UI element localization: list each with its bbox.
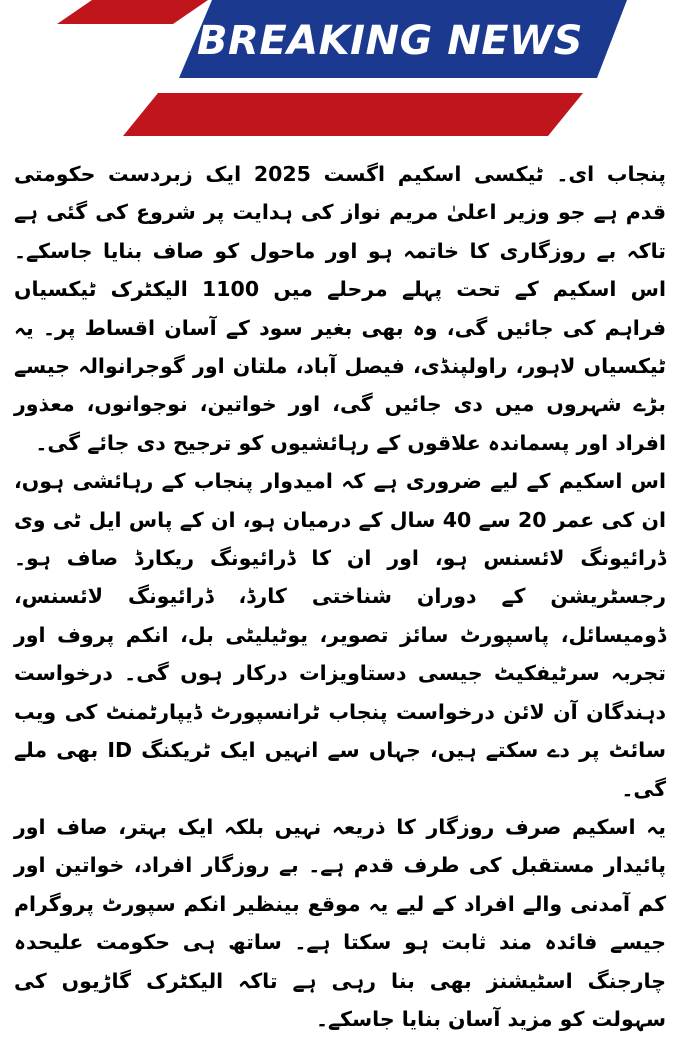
article-paragraph: پنجاب ای۔ ٹیکسی اسکیم اگست 2025 ایک زبردست حکومتی قدم ہے جو وزیر اعلیٰ مریم نواز کی ہدایت پر شروع کی گئی ہے تاکہ بے روزگاری کا خاتمہ ہو اور ماحول کو صاف بنایا جاسکے۔ اس اسکیم کے تحت پہلے مرحلے میں 1100 الیکٹرک ٹیکسیاں فراہم کی جائیں گی، وہ بھی بغیر سود کے آسان اقساط پر۔ یہ ٹیکسیاں لاہور، راولپنڈی، فیصل آباد، ملتان اور گوجرانوالہ جیسے بڑے شہروں میں دی جائیں گی، اور خواتین، نوجوانوں، معذور افراد اور پسماندہ علاقوں کے رہائشیوں کو ترجیح دی جائے گی۔ [14,162,666,455]
banner-title: BREAKING NEWS [197,18,583,64]
banner-red-stripe-bottom [123,93,583,136]
banner-red-stripe-top [57,0,208,24]
breaking-news-banner [0,0,683,150]
article-paragraph: اس اسکیم کے لیے ضروری ہے کہ امیدوار پنجاب کے رہائشی ہوں، ان کی عمر 20 سے 40 سال کے درمیان ہو، ان کے پاس ایل ٹی وی ڈرائیونگ لائسنس ہو، اور ان کا ڈرائیونگ ریکارڈ صاف ہو۔ رجسٹریشن کے دوران شناختی کارڈ، ڈرائیونگ لائسنس، ڈومیسائل، پاسپورٹ سائز تصویر، یوٹیلیٹی بل، انکم پروف اور تجربہ سرٹیفکیٹ جیسی دستاویزات درکار ہوں گی۔ درخواست دہندگان آن لائن درخواست پنجاب ٹرانسپورٹ ڈیپارٹمنٹ کی ویب سائٹ پر دے سکتے ہیں، جہاں سے انہیں ایک ٹریکنگ ID بھی ملے گی۔ [14,469,666,801]
article-body [14,155,666,1038]
article-paragraph: یہ اسکیم صرف روزگار کا ذریعہ نہیں بلکہ ایک بہتر، صاف اور پائیدار مستقبل کی طرف قدم ہے۔ بے روزگار افراد، خواتین اور کم آمدنی والے افراد کے لیے یہ موقع بینظیر انکم سپورٹ پروگرام جیسے فائدہ مند ثابت ہو سکتا ہے۔ ساتھ ہی حکومت علیحدہ چارجنگ اسٹیشنز بھی بنا رہی ہے تاکہ الیکٹرک گاڑیوں کی سہولت کو مزید آسان بنایا جاسکے۔ [14,814,666,1031]
